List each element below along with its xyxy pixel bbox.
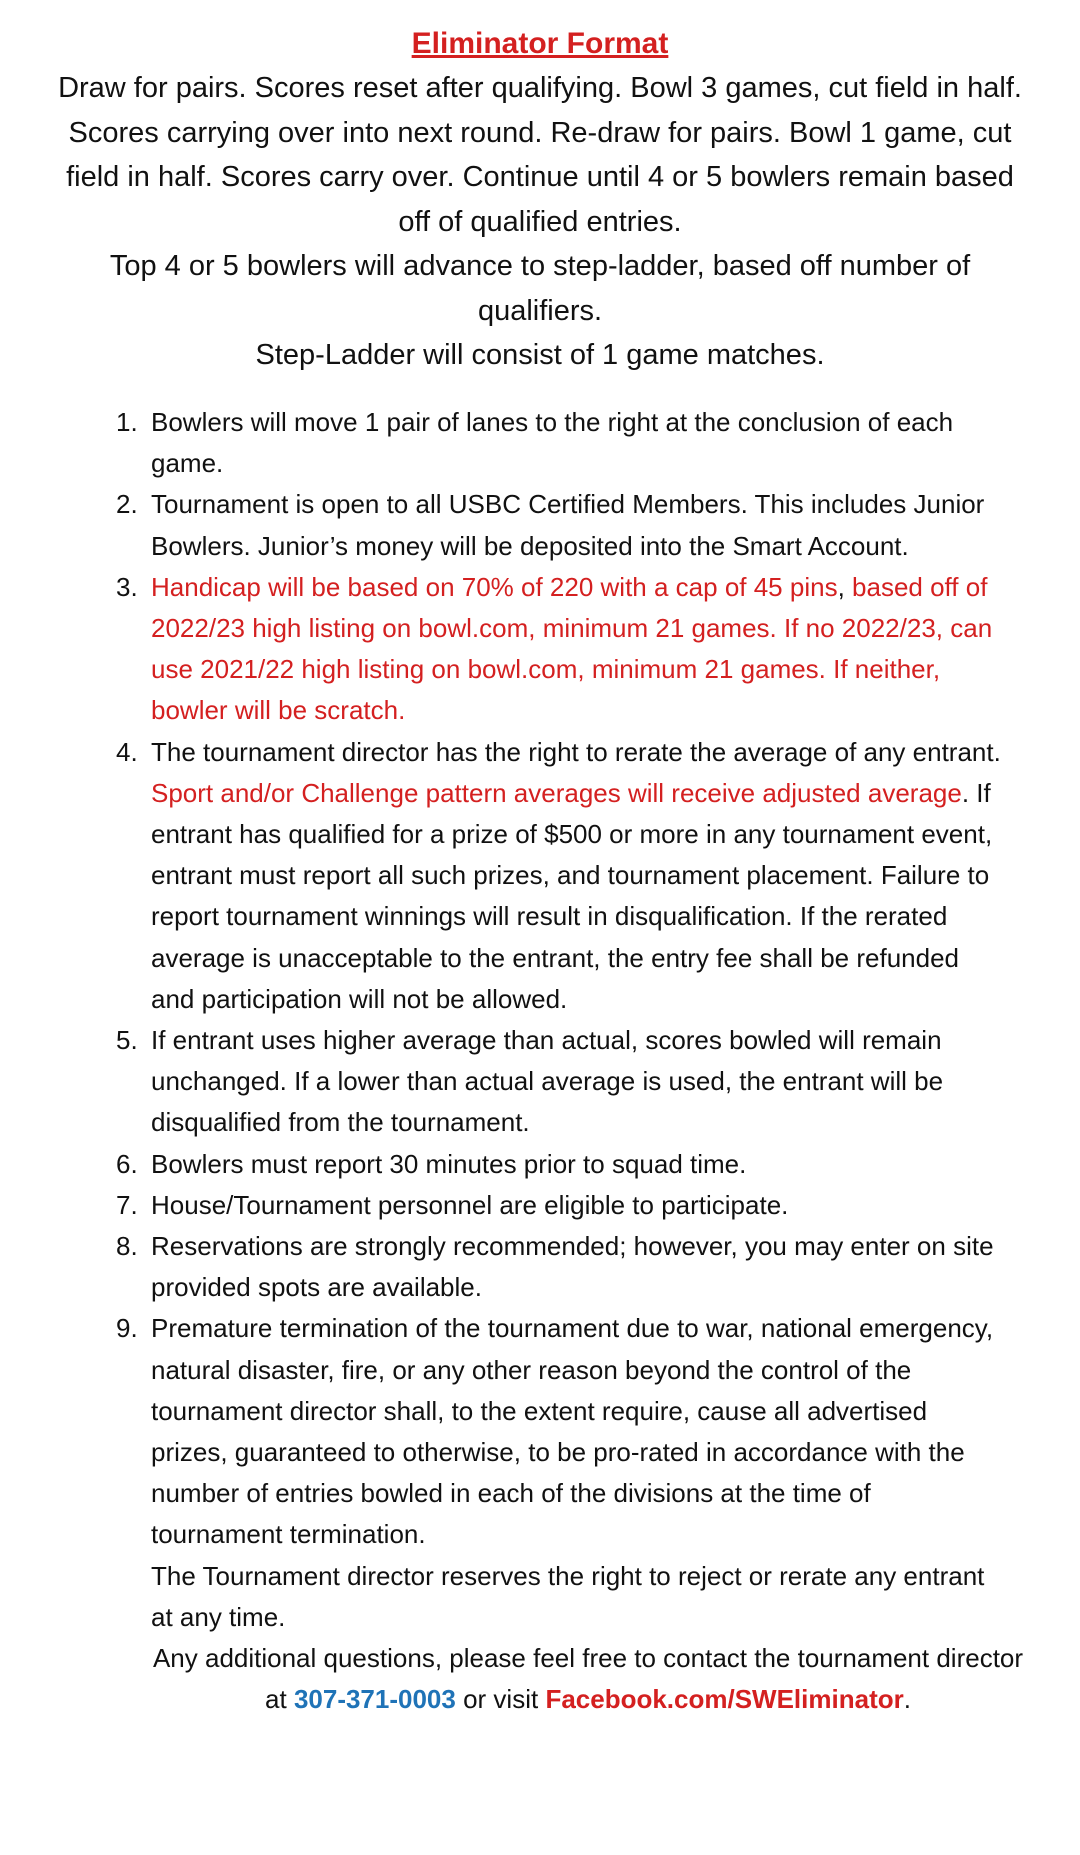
rule-number: 6. <box>116 1148 138 1179</box>
rule-text: Premature termination of the tournament due to war, national emergency, natural disaster, fire, or any other reason beyond the control of the tournament director shall, to the extent require, cause all advertised prizes, guaranteed to otherwise, to be pro-rated in accordance with the number of entries bowled in each of the divisions at the time of tournament termination. <box>151 1313 994 1550</box>
rule-item-5 <box>108 1020 1008 1144</box>
handicap-rule-text: Handicap will be based on 70% of 220 with a cap of 45 pins <box>151 571 838 602</box>
page-title: Eliminator Format <box>411 27 669 60</box>
format-description <box>50 66 1030 378</box>
intro-paragraph-3: Step-Ladder will consist of 1 game matches. <box>255 339 825 371</box>
rule-text: Tournament is open to all USBC Certified Members. This includes Junior Bowlers. Junior’s money will be deposited into the Smart Account. <box>151 489 985 561</box>
rule-number: 4. <box>116 736 138 767</box>
handicap-comma: , <box>837 571 845 602</box>
rule-text: Bowlers must report 30 minutes prior to squad time. <box>151 1148 747 1179</box>
rule-number: 2. <box>116 489 138 520</box>
rule-item-6 <box>108 1144 1008 1185</box>
closing-statement: The Tournament director reserves the right to reject or rerate any entrant at any time. <box>151 1560 985 1632</box>
rule-item-9 <box>108 1308 1008 1555</box>
rule-number: 8. <box>116 1231 138 1262</box>
rule-number: 5. <box>116 1025 138 1056</box>
rule-text: Bowlers will move 1 pair of lanes to the right at the conclusion of each game. <box>151 407 954 479</box>
rule-number: 3. <box>116 571 138 602</box>
rule-item-8 <box>108 1226 1008 1308</box>
rule-number: 1. <box>116 407 138 437</box>
rule-number: 9. <box>116 1313 138 1344</box>
rule-text: If entrant uses higher average than actual, scores bowled will remain unchanged. If a lower than actual average is used, the entrant will be disqualified from the tournament. <box>151 1025 944 1138</box>
rule-text: House/Tournament personnel are eligible to participate. <box>151 1189 789 1220</box>
intro-paragraph-2: Top 4 or 5 bowlers will advance to step-ladder, based off number of qualifiers. <box>109 250 971 327</box>
facebook-link[interactable]: Facebook.com/SWEliminator <box>545 1684 904 1715</box>
rule-text-pre: The tournament director has the right to rerate the average of any entrant. <box>151 736 1001 767</box>
rule-item-2 <box>108 484 1008 566</box>
rule-item-7 <box>108 1185 1008 1226</box>
contact-text-end: . <box>903 1684 911 1715</box>
sport-pattern-note: Sport and/or Challenge pattern averages will receive adjusted average <box>151 777 962 808</box>
contact-text-mid: or visit <box>455 1684 546 1715</box>
rule-text-post: . If entrant has qualified for a prize of $500 or more in any tournament event, entrant must report all such prizes, and tournament placement. Failure to report tournament winnings will result in disqualification. If the rerated average is unacceptable to the entrant, the entry fee shall be refunded and participation will not be allowed. <box>151 777 993 1014</box>
handicap-rule-text-cont: based off of 2022/23 high listing on bowl.com, minimum 21 games. If no 2022/23, can use 2021/22 high listing on bowl.com, minimum 21 games. If neither, bowler will be scratch. <box>151 571 993 726</box>
contact-info <box>108 1638 1028 1720</box>
rule-item-1 <box>108 402 1008 484</box>
rule-number: 7. <box>116 1189 138 1220</box>
rule-item-4 <box>108 732 1008 1020</box>
intro-paragraph-1: Draw for pairs. Scores reset after qualifying. Bowl 3 games, cut field in half. Scores carrying over into next round. Re-draw for pairs. Bowl 1 game, cut field in half. Scores carry over. Continue until 4 or 5 bowlers remain based off of qualified entries. <box>58 72 1022 238</box>
rule-text: Reservations are strongly recommended; however, you may enter on site provided spots are available. <box>151 1231 994 1303</box>
rules-list <box>108 402 1024 1721</box>
phone-number-link[interactable]: 307-371-0003 <box>293 1684 456 1715</box>
rule-item-3 <box>108 567 1008 732</box>
contact-text-pre: Any additional questions, please feel free to contact the tournament director at <box>152 1643 1024 1715</box>
